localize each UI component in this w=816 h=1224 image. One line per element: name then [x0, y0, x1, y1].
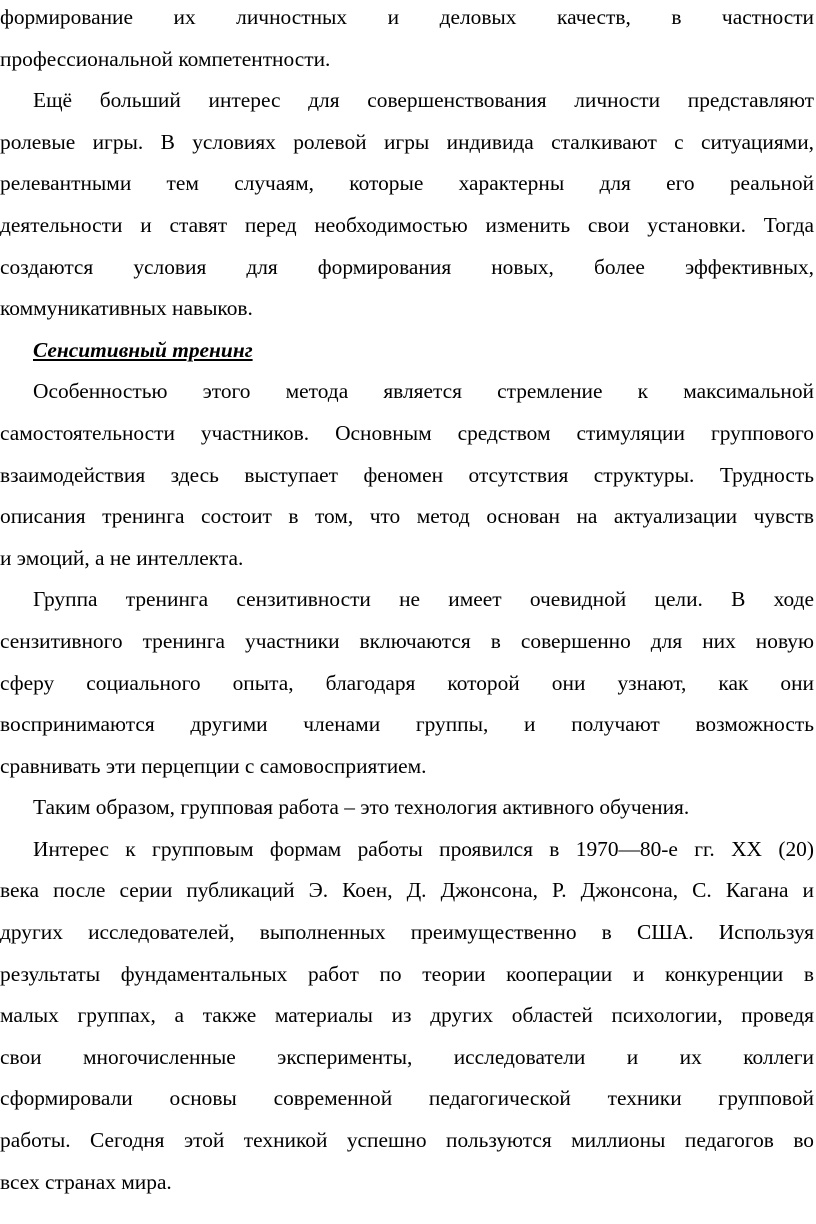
- text-line: результаты фундаментальных работ по теории кооперации и конкуренции в: [0, 961, 814, 986]
- paragraph-5: [0, 787, 814, 829]
- paragraph-6: [0, 829, 814, 1203]
- paragraph-1: [0, 0, 814, 80]
- text-line: Интерес к групповым формам работы проявился в 1970—80-е гг. XX (20): [33, 836, 814, 861]
- text-line: сформировали основы современной педагогической техники групповой: [0, 1086, 814, 1111]
- text-line: создаются условия для формирования новых, более эффективных,: [0, 254, 814, 279]
- text-line: релевантными тем случаям, которые характерны для его реальной: [0, 171, 814, 196]
- text-line: описания тренинга состоит в том, что метод основан на актуализации чувств: [0, 504, 814, 529]
- text-line: сензитивного тренинга участники включаются в совершенно для них новую: [0, 628, 814, 653]
- text-line: века после серии публикаций Э. Коен, Д. Джонсона, Р. Джонсона, С. Кагана и: [0, 878, 814, 903]
- text-line: воспринимаются другими членами группы, и получают возможность: [0, 712, 814, 737]
- text-line: Группа тренинга сензитивности не имеет очевидной цели. В ходе: [33, 587, 814, 612]
- text-line: коммуникативных навыков.: [0, 296, 253, 321]
- section-heading-text: Сенситивный тренинг: [33, 337, 253, 362]
- text-line: свои многочисленные эксперименты, исследователи и их коллеги: [0, 1044, 814, 1069]
- paragraph-4: [0, 579, 814, 787]
- text-line: Таким образом, групповая работа – это технология активного обучения.: [33, 795, 690, 820]
- text-line: взаимодействия здесь выступает феномен отсутствия структуры. Трудность: [0, 462, 814, 487]
- text-line: формирование их личностных и деловых качеств, в частности: [0, 5, 814, 29]
- section-heading: [0, 330, 814, 372]
- paragraph-3: [0, 371, 814, 579]
- text-line: Ещё больший интерес для совершенствования личности представляют: [33, 88, 814, 113]
- text-line: работы. Сегодня этой техникой успешно пользуются миллионы педагогов во: [0, 1128, 814, 1153]
- text-line: Особенностью этого метода является стремление к максимальной: [33, 379, 814, 404]
- text-line: малых группах, а также материалы из других областей психологии, проведя: [0, 1003, 814, 1028]
- text-line: других исследователей, выполненных преимущественно в США. Используя: [0, 920, 814, 945]
- text-line: профессиональной компетентности.: [0, 46, 331, 71]
- text-line: ролевые игры. В условиях ролевой игры индивида сталкивают с ситуациями,: [0, 129, 814, 154]
- text-line: сравнивать эти перцепции с самовосприятием.: [0, 753, 427, 778]
- text-line: деятельности и ставят перед необходимостью изменить свои установки. Тогда: [0, 212, 814, 237]
- text-line: сферу социального опыта, благодаря которой они узнают, как они: [0, 670, 814, 695]
- text-line: самостоятельности участников. Основным средством стимуляции группового: [0, 420, 814, 445]
- text-line: всех странах мира.: [0, 1169, 172, 1194]
- text-line: и эмоций, а не интеллекта.: [0, 545, 244, 570]
- paragraph-2: [0, 80, 814, 330]
